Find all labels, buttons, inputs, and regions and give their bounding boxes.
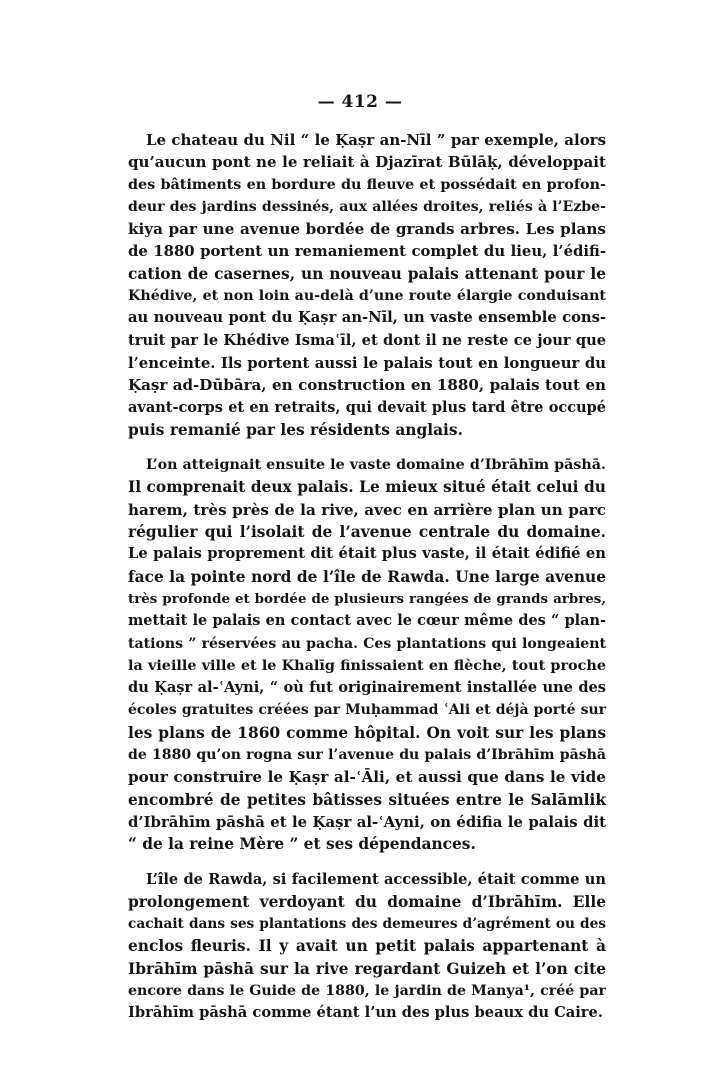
text-line: face la pointe nord de l’île de Rawda. Une large avenue (128, 567, 606, 586)
text-line: kiya par une avenue bordée de grands arbres. Les plans (128, 220, 606, 239)
text-line: qu’aucun pont ne le reliait à Djazīrat Būlāḳ, développait (128, 153, 606, 172)
text-line: Ibrāhīm pāshā sur la rive regardant Guizeh et l’on cite (128, 959, 606, 978)
text-line: encombré de petites bâtisses situées entre le Salāmlik (128, 790, 606, 809)
text-line: enclos fleuris. Il y avait un petit palais appartenant à (128, 937, 606, 956)
text-line: de 1880 portent un remaniement complet du lieu, l’édifi- (128, 242, 606, 261)
paragraph (128, 869, 606, 1025)
text-line: au nouveau pont du Ḳaṣr an-Nīl, un vaste ensemble cons- (128, 309, 606, 327)
text-line: prolongement verdoyant du domaine d’Ibrāhīm. Elle (128, 892, 606, 911)
text-line: Le chateau du Nil “ le Ḳaṣr an-Nīl ” par exemple, alors (146, 131, 606, 149)
paragraph (128, 454, 606, 855)
text-line: pour construire le Ḳaṣr al-ʿĀli, et aussi que dans le vide (128, 768, 606, 787)
text-line: de 1880 qu’on rogna sur l’avenue du palais d’Ibrāhīm pāshā (128, 747, 606, 764)
text-line: les plans de 1860 comme hôpital. On voit sur les plans (128, 723, 606, 742)
text-line: du Ḳaṣr al-ʿAyni, “ où fut originairement installée une des (128, 679, 606, 697)
text-line: Le palais proprement dit était plus vaste, il était édifié en (128, 545, 606, 563)
text-line: avant-corps et en retraits, qui devait plus tard être occupé (128, 398, 606, 416)
page-number: — 412 — (317, 92, 403, 112)
text-line: Khédive, et non loin au-delà d’une route élargie conduisant (128, 288, 606, 305)
text-line: puis remanié par les résidents anglais. (128, 420, 463, 439)
text-line: mettait le palais en contact avec le cœur même des “ plan- (128, 612, 606, 630)
text-line: “ de la reine Mère ” et ses dépendances. (128, 835, 476, 854)
text-line: truit par le Khédive Ismaʿīl, et dont il ne reste ce jour que (128, 331, 606, 349)
text-line: des bâtiments en bordure du fleuve et possédait en profon- (128, 176, 606, 193)
text-line: Il comprenait deux palais. Le mieux situé était celui du (128, 478, 606, 497)
text-line: cation de casernes, un nouveau palais attenant pour le (128, 264, 606, 283)
text-line: encore dans le Guide de 1880, le jardin de Manya¹, créé par (128, 982, 606, 999)
body-text (128, 129, 606, 1038)
text-line: L’on atteignait ensuite le vaste domaine d’Ibrāhīm pāshā. (146, 457, 606, 474)
text-line: harem, très près de la rive, avec en arrière plan un parc (128, 500, 606, 519)
text-line: tations ” réservées au pacha. Ces plantations qui longeaient (128, 635, 606, 652)
text-line: l’enceinte. Ils portent aussi le palais tout en longueur du (128, 353, 606, 372)
text-line: la vieille ville et le Khalīg finissaient en flèche, tout proche (128, 656, 606, 674)
paragraph (128, 129, 606, 441)
text-line: deur des jardins dessinés, aux allées droites, reliés à l’Ezbe- (128, 198, 606, 215)
text-line: écoles gratuites créées par Muḥammad ʿAli et déjà porté sur (128, 702, 606, 719)
text-line: L’île de Rawda, si facilement accessible, était comme un (146, 870, 606, 888)
text-line: Ḳaṣr ad-Dūbāra, en construction en 1880, palais tout en (128, 376, 606, 395)
text-line: cachait dans ses plantations des demeures d’agrément ou des (128, 916, 606, 933)
text-line: régulier qui l’isolait de l’avenue centrale du domaine. (128, 523, 606, 542)
text-line: Ibrāhīm pāshā comme étant l’un des plus beaux du Caire. (128, 1004, 603, 1022)
text-line: très profonde et bordée de plusieurs rangées de grands arbres, (128, 590, 606, 607)
text-line: d’Ibrāhīm pāshā et le Ḳaṣr al-ʿAyni, on édifia le palais dit (128, 812, 606, 831)
